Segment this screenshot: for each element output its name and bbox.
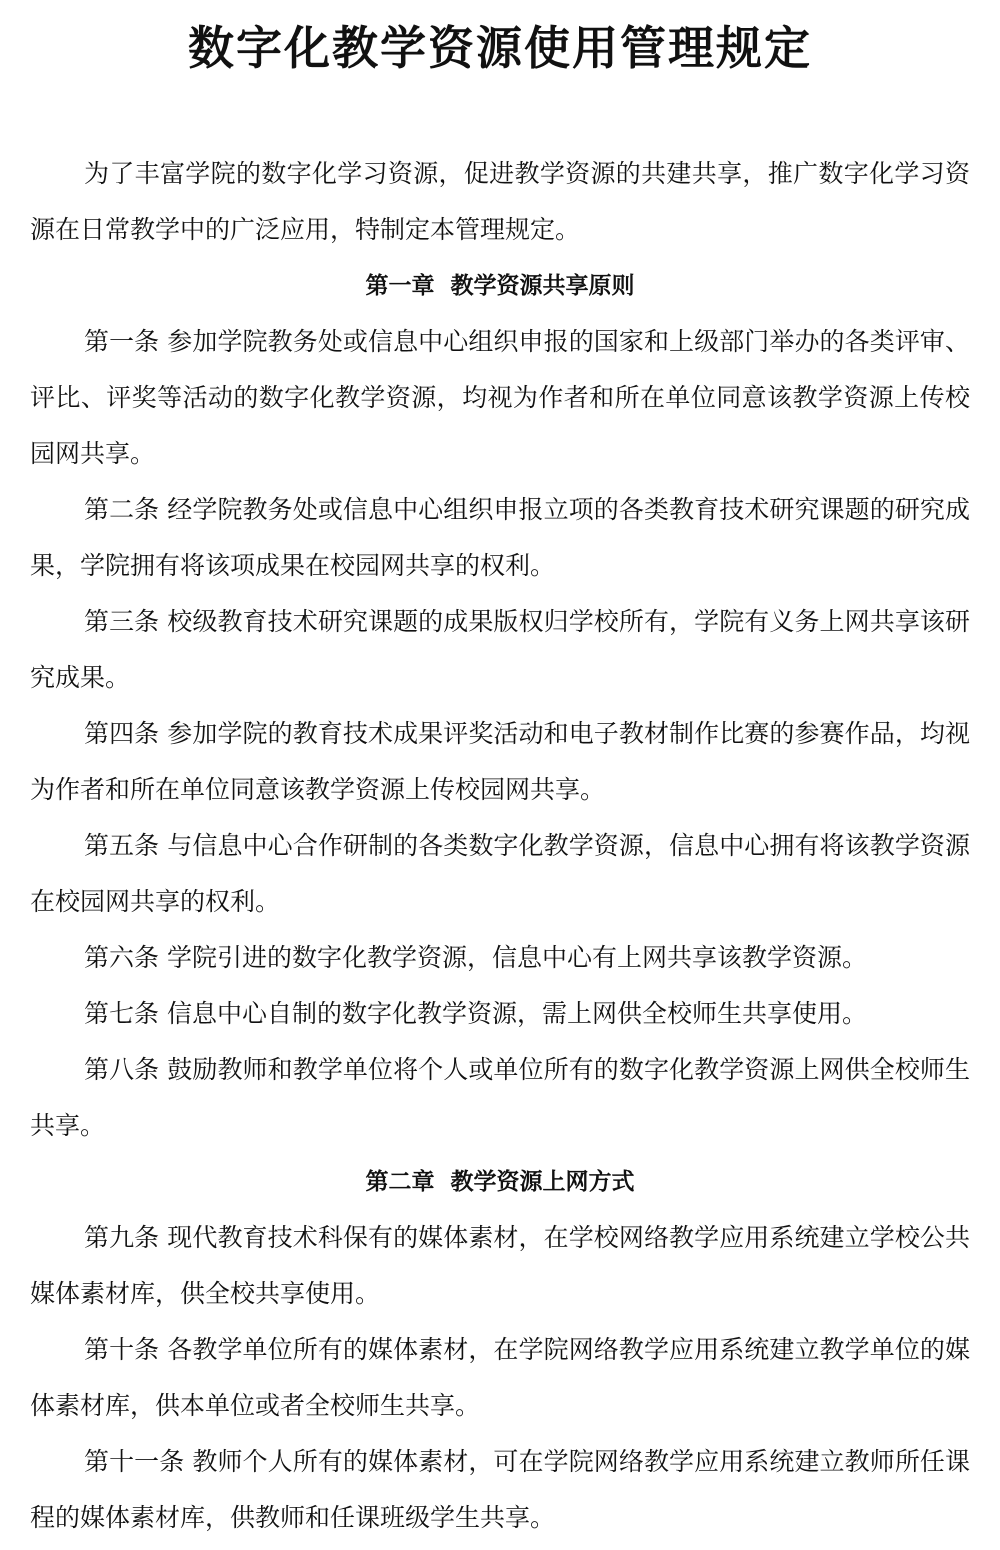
- article-2: 第二条 经学院教务处或信息中心组织申报立项的各类教育技术研究课题的研究成果，学院拥有将该项成果在校园网共享的权利。: [30, 495, 970, 580]
- article-4: 第四条 参加学院的教育技术成果评奖活动和电子教材制作比赛的参赛作品，均视为作者和所在单位同意该教学资源上传校园网共享。: [30, 719, 970, 804]
- article-11: 第十一条 教师个人所有的媒体素材，可在学院网络教学应用系统建立教师所任课程的媒体素材库，供教师和任课班级学生共享。: [30, 1447, 970, 1532]
- article-3: 第三条 校级教育技术研究课题的成果版权归学校所有，学院有义务上网共享该研究成果。: [30, 607, 970, 692]
- article-9: 第九条 现代教育技术科保有的媒体素材，在学校网络教学应用系统建立学校公共媒体素材库，供全校共享使用。: [30, 1223, 970, 1308]
- intro-paragraph: 为了丰富学院的数字化学习资源，促进教学资源的共建共享，推广数字化学习资源在日常教学中的广泛应用，特制定本管理规定。: [30, 159, 970, 244]
- article-1: 第一条 参加学院教务处或信息中心组织申报的国家和上级部门举办的各类评审、评比、评奖等活动的数字化教学资源，均视为作者和所在单位同意该教学资源上传校园网共享。: [30, 327, 970, 468]
- article-8: 第八条 鼓励教师和教学单位将个人或单位所有的数字化教学资源上网供全校师生共享。: [30, 1055, 970, 1140]
- chapter-1-heading: 第一章 教学资源共享原则: [365, 273, 635, 299]
- document-body: [30, 146, 970, 1546]
- document-title: 数字化教学资源使用管理规定: [188, 21, 812, 75]
- article-7: 第七条 信息中心自制的数字化教学资源，需上网供全校师生共享使用。: [84, 999, 867, 1028]
- article-10: 第十条 各教学单位所有的媒体素材，在学院网络教学应用系统建立教学单位的媒体素材库，供本单位或者全校师生共享。: [30, 1335, 970, 1420]
- article-5: 第五条 与信息中心合作研制的各类数字化教学资源，信息中心拥有将该教学资源在校园网共享的权利。: [30, 831, 970, 916]
- article-6: 第六条 学院引进的数字化教学资源，信息中心有上网共享该教学资源。: [84, 943, 867, 972]
- chapter-2-heading: 第二章 教学资源上网方式: [365, 1169, 635, 1195]
